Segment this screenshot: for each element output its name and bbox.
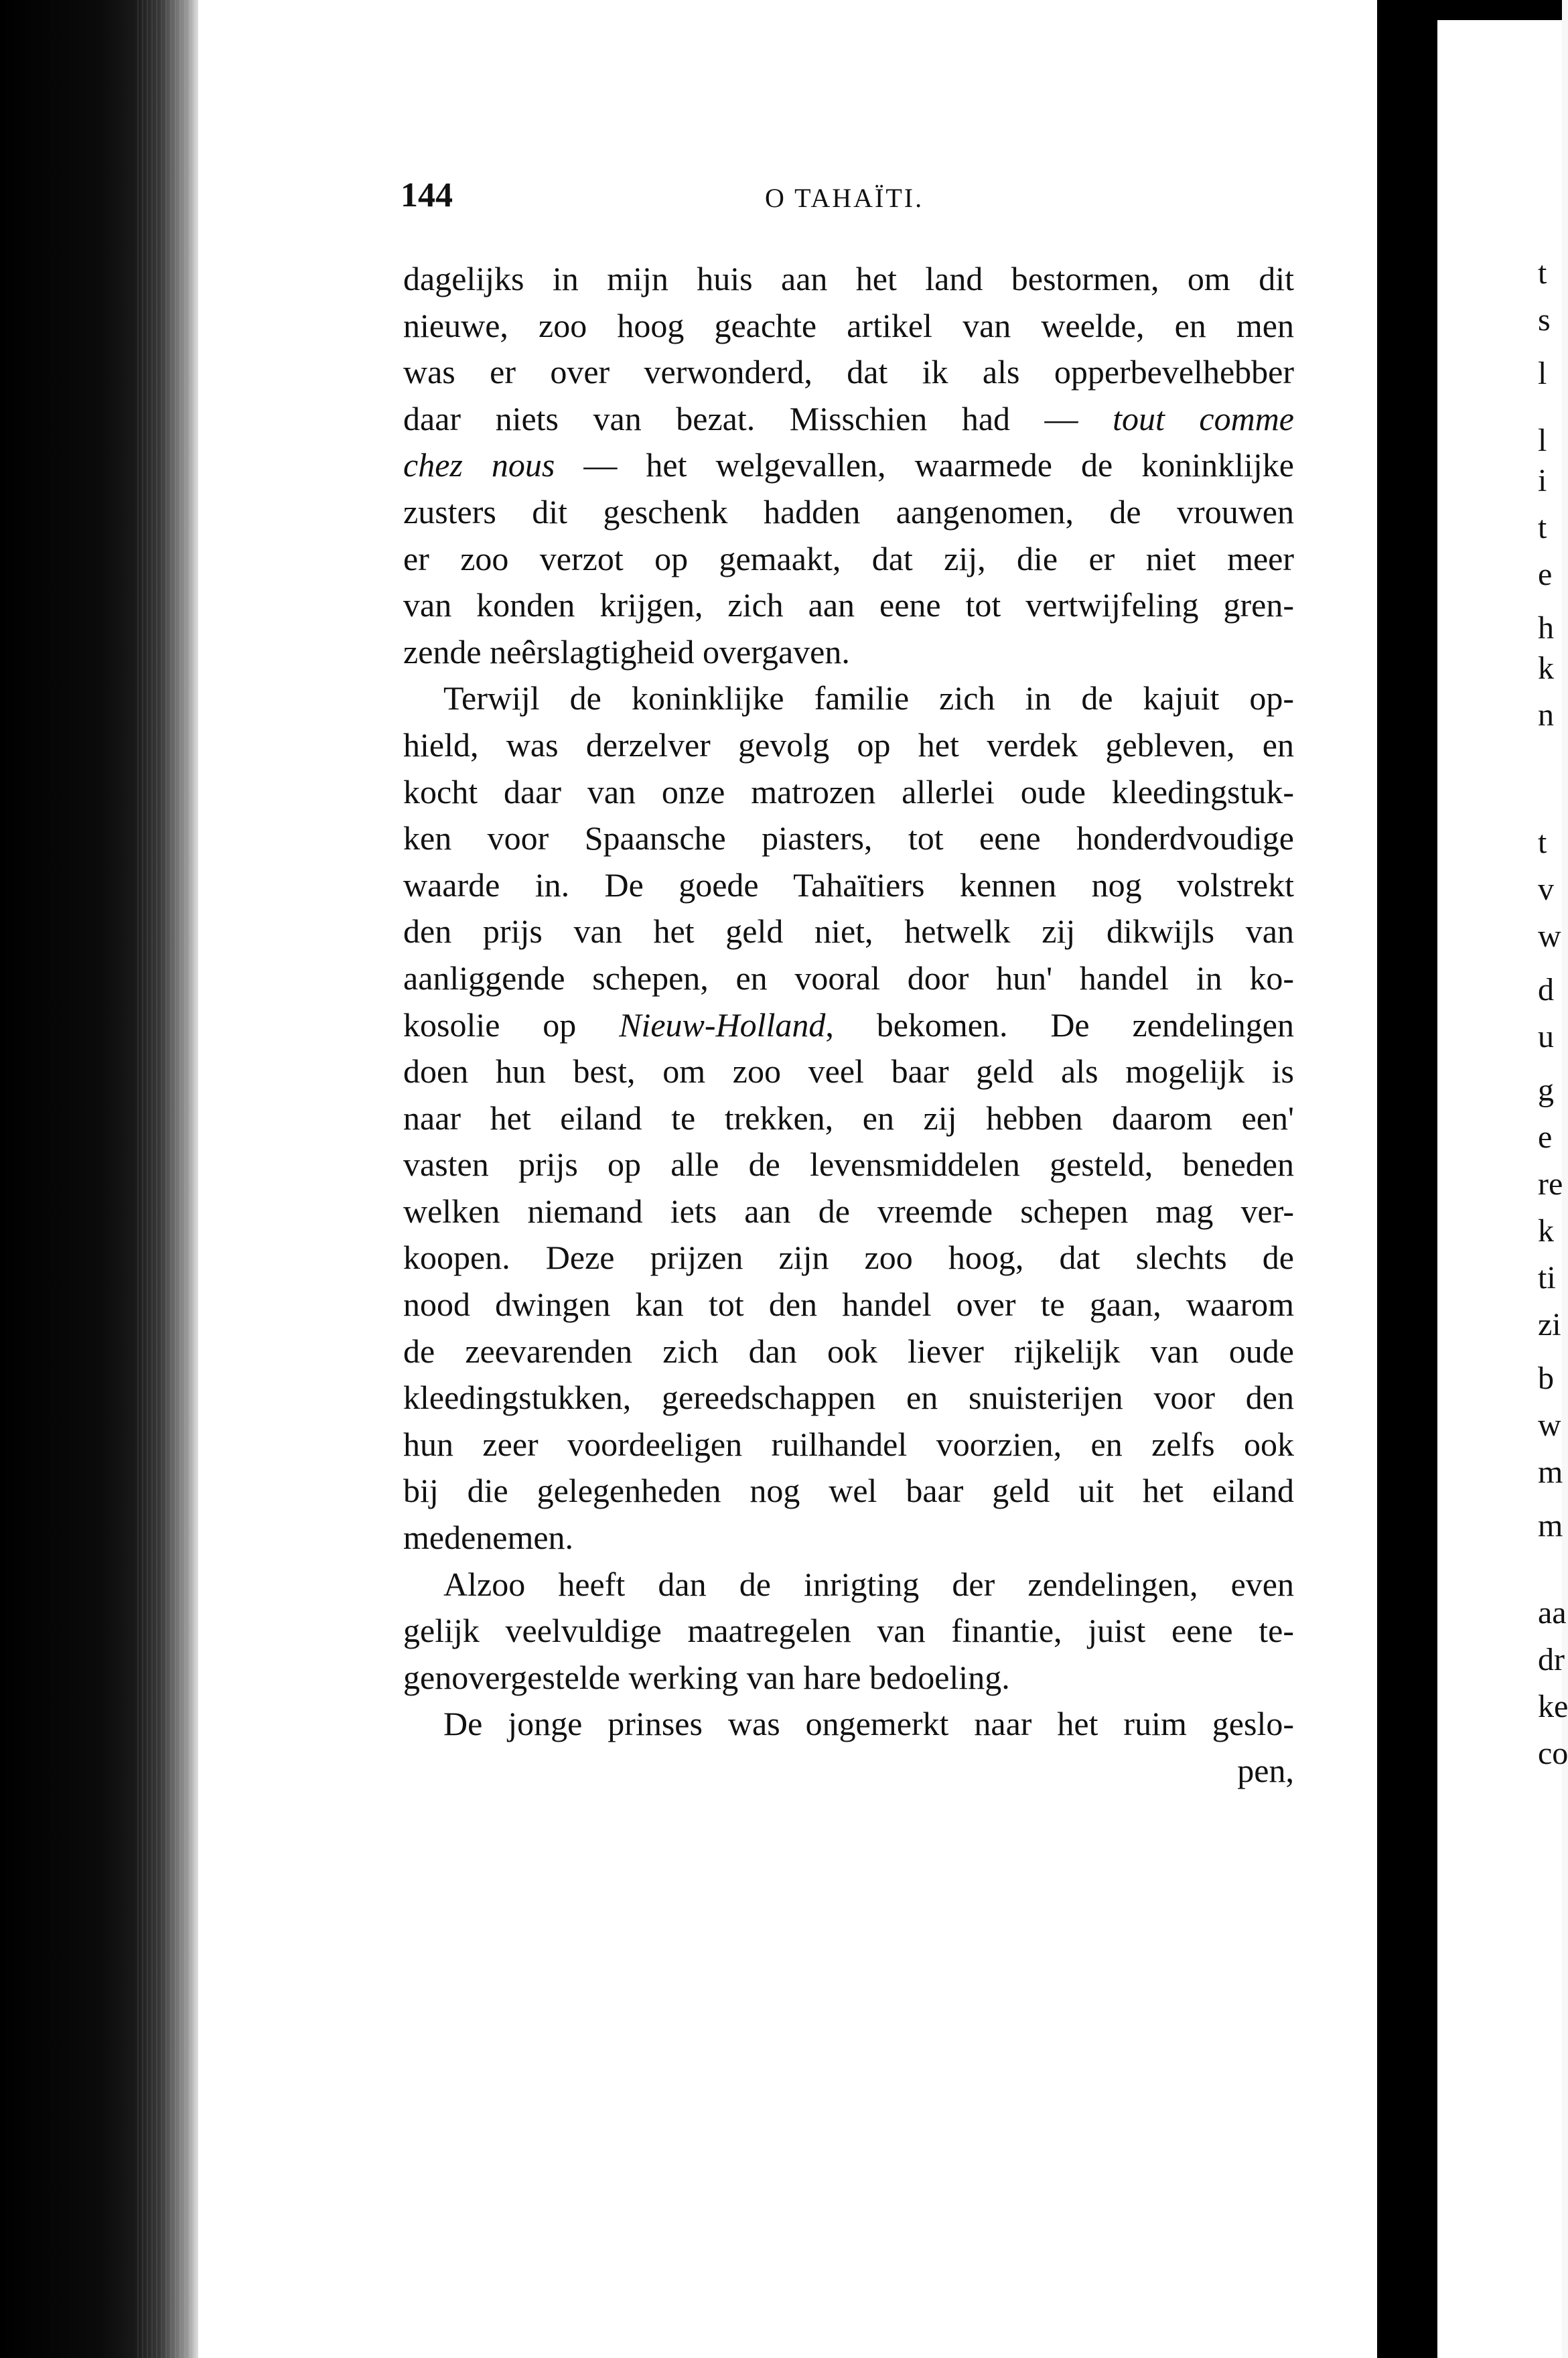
adjacent-page-fragment: u	[1538, 1019, 1554, 1054]
adjacent-page-fragment: k	[1538, 1213, 1554, 1249]
text-line: medenemen.	[403, 1519, 574, 1557]
adjacent-page-fragment: ke	[1538, 1689, 1568, 1724]
text-line: vasten prijs op alle de levensmiddelen gesteld, beneden	[403, 1146, 1294, 1184]
adjacent-page-fragment: ti	[1538, 1260, 1556, 1296]
adjacent-page-fragment: g	[1538, 1072, 1554, 1108]
text-line: er zoo verzot op gemaakt, dat zij, die er niet meer	[403, 539, 1294, 577]
text-line: daar niets van bezat. Misschien had — tout comme	[403, 399, 1294, 437]
adjacent-page-fragment: zi	[1538, 1307, 1561, 1342]
adjacent-page-fragment: s	[1538, 302, 1551, 338]
text-line: kosolie op Nieuw-Holland, bekomen. De zendelingen	[403, 1005, 1294, 1044]
adjacent-page-fragment: l	[1538, 356, 1547, 391]
adjacent-page	[1437, 20, 1568, 2358]
scan-gutter	[1377, 0, 1437, 2358]
scan-top-edge	[1437, 0, 1562, 20]
text-line: De jonge prinses was ongemerkt naar het ruim geslo-	[443, 1705, 1294, 1743]
text-line: aanliggende schepen, en vooral door hun' handel in ko-	[403, 959, 1294, 997]
adjacent-page-fragment: m	[1538, 1508, 1563, 1543]
running-title: O TAHAÏTI.	[765, 183, 924, 213]
text-line: gelijk veelvuldige maatregelen van finantie, juist eene te-	[403, 1612, 1294, 1650]
text-line: nieuwe, zoo hoog geachte artikel van weelde, en men	[403, 306, 1294, 344]
text-line: de zeevarenden zich dan ook liever rijkelijk van oude	[403, 1332, 1294, 1370]
text-line: kleedingstukken, gereedschappen en snuisterijen voor den	[403, 1379, 1294, 1417]
adjacent-page-fragment: co	[1538, 1736, 1568, 1771]
adjacent-page-fragment: w	[1538, 1407, 1561, 1443]
text-line: zende neêrslagtigheid overgaven.	[403, 632, 850, 671]
adjacent-page-fragment: b	[1538, 1361, 1554, 1396]
text-line: chez nous — het welgevallen, waarmede de koninklijke	[403, 446, 1294, 484]
text-line: doen hun best, om zoo veel baar geld als mogelijk is	[403, 1052, 1294, 1091]
text-line: naar het eiland te trekken, en zij hebben daarom een'	[403, 1099, 1294, 1137]
adjacent-page-fragment: v	[1538, 872, 1554, 907]
text-line: ken voor Spaansche piasters, tot eene honderdvoudige	[403, 819, 1294, 857]
text-line: kocht daar van onze matrozen allerlei oude kleedingstuk-	[403, 772, 1294, 811]
page-number: 144	[401, 176, 453, 214]
adjacent-page-fragment: h	[1538, 610, 1554, 646]
adjacent-page-fragment: l	[1538, 423, 1547, 458]
text-line: Alzoo heeft dan de inrigting der zendelingen, even	[443, 1565, 1294, 1603]
adjacent-page-fragment: aa	[1538, 1595, 1567, 1631]
adjacent-page-fragment: d	[1538, 972, 1554, 1008]
adjacent-page-fragment: t	[1538, 255, 1547, 291]
text-line: Terwijl de koninklijke familie zich in de kajuit op-	[443, 679, 1294, 717]
body-text	[403, 256, 1294, 1795]
text-line: van konden krijgen, zich aan eene tot vertwijfeling gren-	[403, 586, 1294, 624]
text-line: pen,	[1237, 1752, 1294, 1789]
text-line: koopen. Deze prijzen zijn zoo hoog, dat slechts de	[403, 1239, 1294, 1277]
adjacent-page-fragment: w	[1538, 918, 1561, 954]
text-line: was er over verwonderd, dat ik als opperbevelhebber	[403, 353, 1294, 391]
adjacent-page-fragment: e	[1538, 1119, 1553, 1155]
text-line: genovergestelde werking van hare bedoeling.	[403, 1658, 1010, 1696]
page-header	[401, 176, 1298, 229]
text-line: hield, was derzelver gevolg op het verdek gebleven, en	[403, 725, 1294, 764]
text-line: bij die gelegenheden nog wel baar geld uit het eiland	[403, 1472, 1294, 1510]
text-line: waarde in. De goede Tahaïtiers kennen nog volstrekt	[403, 865, 1294, 904]
adjacent-page-fragment: n	[1538, 697, 1554, 733]
adjacent-page-fragment: e	[1538, 557, 1553, 592]
adjacent-page-fragment: re	[1538, 1166, 1563, 1202]
text-line: dagelijks in mijn huis aan het land bestormen, om dit	[403, 260, 1294, 297]
adjacent-page-fragment: i	[1538, 463, 1547, 498]
text-line: den prijs van het geld niet, hetwelk zij dikwijls van	[403, 912, 1294, 951]
text-line: zusters dit geschenk hadden aangenomen, de vrouwen	[403, 492, 1294, 531]
page-edge-stack	[137, 0, 198, 2358]
text-line: hun zeer voordeeligen ruilhandel voorzien, en zelfs ook	[403, 1425, 1294, 1463]
adjacent-page-fragment: m	[1538, 1454, 1563, 1490]
text-line: welken niemand iets aan de vreemde schepen mag ver-	[403, 1192, 1294, 1230]
text-line: nood dwingen kan tot den handel over te gaan, waarom	[403, 1286, 1294, 1324]
adjacent-page-fragment: dr	[1538, 1642, 1565, 1677]
adjacent-page-fragment: t	[1538, 510, 1547, 545]
adjacent-page-fragment: k	[1538, 650, 1554, 686]
adjacent-page-fragment: t	[1538, 825, 1547, 860]
